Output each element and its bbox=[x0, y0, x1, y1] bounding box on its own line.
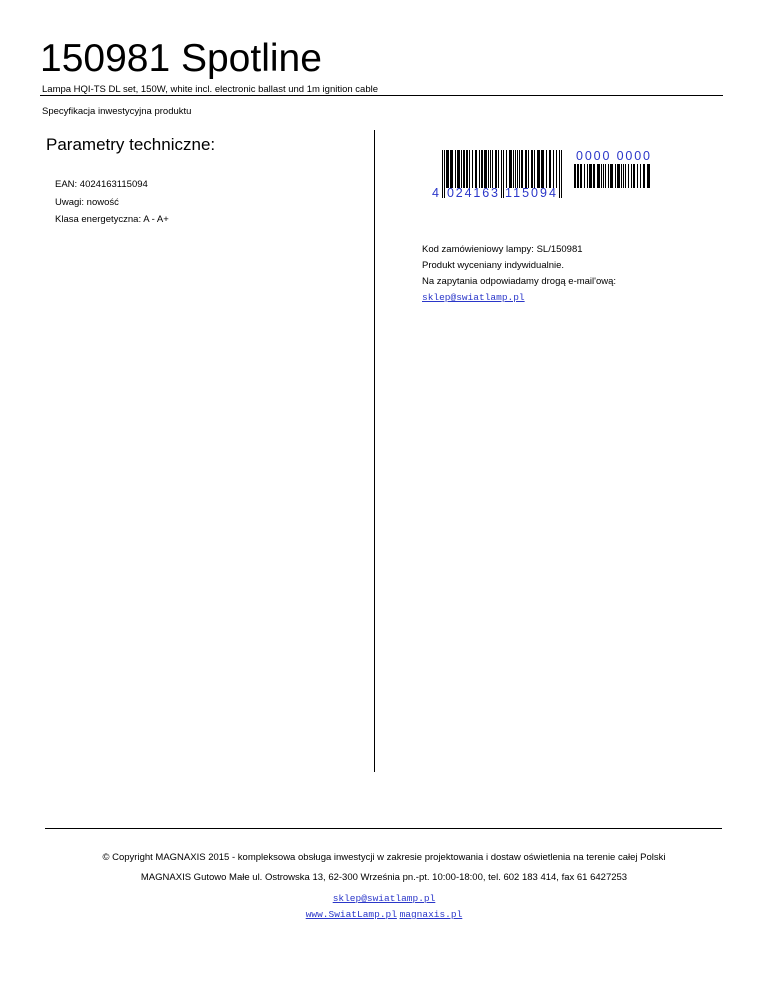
barcode-left-digit: 4 bbox=[432, 186, 439, 200]
order-inquiry: Na zapytania odpowiadamy drogą e-mail'ową: bbox=[422, 276, 617, 287]
product-subtitle: Lampa HQI-TS DL set, 150W, white incl. electronic ballast und 1m ignition cable bbox=[42, 84, 379, 95]
ean-barcode bbox=[432, 148, 658, 200]
barcode-bar bbox=[469, 150, 470, 188]
barcode-bar bbox=[515, 150, 516, 188]
param-uwagi: Uwagi: nowość bbox=[55, 197, 119, 208]
barcode-bar bbox=[444, 150, 445, 198]
footer-link-swiatlamp[interactable]: www.SwiatLamp.pl bbox=[305, 909, 397, 920]
barcode-group-2: 115094 bbox=[505, 186, 556, 200]
barcode-bar bbox=[461, 150, 462, 188]
barcode-bar bbox=[534, 150, 535, 188]
barcode-bar bbox=[597, 164, 600, 188]
barcode-bar bbox=[517, 150, 518, 188]
order-code: Kod zamówieniowy lampy: SL/150981 bbox=[422, 244, 583, 255]
barcode-bar bbox=[463, 150, 465, 188]
barcode-bar bbox=[601, 164, 602, 188]
barcode-bar bbox=[584, 164, 585, 188]
barcode-bar bbox=[580, 164, 582, 188]
barcode-bar bbox=[556, 150, 557, 188]
footer-divider bbox=[45, 828, 722, 829]
barcode-bar bbox=[503, 150, 504, 198]
barcode-bar bbox=[608, 164, 609, 188]
spec-label: Specyfikacja inwestycyjna produktu bbox=[42, 106, 192, 117]
barcode-bar bbox=[643, 164, 645, 188]
barcode-addon-digits: 0000 0000 bbox=[576, 149, 650, 163]
barcode-group-1: 024163 bbox=[447, 186, 498, 200]
barcode-bar bbox=[623, 164, 624, 188]
barcode-bar bbox=[603, 164, 604, 188]
footer-address: MAGNAXIS Gutowo Małe ul. Ostrowska 13, 62-300 Września pn.-pt. 10:00-18:00, tel. 602 183 414, fax 61 6427253 bbox=[140, 872, 628, 883]
product-title: 150981 Spotline bbox=[40, 37, 322, 80]
barcode-bar bbox=[621, 164, 622, 188]
barcode-bar bbox=[577, 164, 579, 188]
barcode-bar bbox=[484, 150, 487, 188]
footer-copyright: © Copyright MAGNAXIS 2015 - kompleksowa obsługa inwestycji w zakresie projektowania i dostaw oświetlenia na terenie całej Polski bbox=[102, 852, 666, 863]
barcode-bar bbox=[541, 150, 544, 188]
params-heading: Parametry techniczne: bbox=[46, 135, 216, 154]
barcode-bar bbox=[531, 150, 533, 188]
barcode-bar bbox=[631, 164, 632, 188]
barcode-bar bbox=[446, 150, 449, 188]
barcode-bar bbox=[513, 150, 514, 188]
barcode-bar bbox=[521, 150, 523, 188]
barcode-bar bbox=[546, 150, 547, 188]
barcode-bar bbox=[479, 150, 480, 188]
order-priced: Produkt wyceniany indywidualnie. bbox=[422, 260, 565, 271]
footer-email-link[interactable]: sklep@swiatlamp.pl bbox=[332, 893, 436, 904]
barcode-bar bbox=[574, 164, 576, 188]
barcode-bar bbox=[501, 150, 502, 198]
barcode-bar bbox=[587, 164, 588, 188]
param-ean: EAN: 4024163115094 bbox=[55, 179, 148, 190]
barcode-bar bbox=[553, 150, 554, 188]
column-divider bbox=[374, 130, 375, 772]
barcode-bar bbox=[561, 150, 562, 198]
barcode-bar bbox=[625, 164, 626, 188]
barcode-bar bbox=[559, 150, 560, 198]
barcode-bar bbox=[525, 150, 527, 188]
barcode-bar bbox=[615, 164, 616, 188]
barcode-bar bbox=[593, 164, 595, 188]
barcode-bar bbox=[605, 164, 606, 188]
order-email-link[interactable]: sklep@swiatlamp.pl bbox=[422, 292, 525, 303]
barcode-bar bbox=[466, 150, 468, 188]
barcode-bar bbox=[455, 150, 456, 188]
barcode-bar bbox=[640, 164, 641, 188]
barcode-bar bbox=[519, 150, 520, 188]
barcode-bar bbox=[442, 150, 443, 198]
barcode-bar bbox=[481, 150, 483, 188]
footer-link-magnaxis[interactable]: magnaxis.pl bbox=[399, 909, 463, 920]
barcode-bar bbox=[475, 150, 477, 188]
barcode-bar bbox=[537, 150, 540, 188]
barcode-bar bbox=[633, 164, 635, 188]
param-klasa: Klasa energetyczna: A - A+ bbox=[55, 214, 169, 225]
barcode-bar bbox=[492, 150, 493, 188]
barcode-bar bbox=[488, 150, 489, 188]
barcode-bar bbox=[495, 150, 497, 188]
barcode-bar bbox=[589, 164, 592, 188]
barcode-bar bbox=[549, 150, 551, 188]
header-divider bbox=[40, 95, 723, 96]
barcode-bar bbox=[472, 150, 473, 188]
barcode-bar bbox=[509, 150, 512, 188]
barcode-bar bbox=[450, 150, 453, 188]
barcode-bar bbox=[490, 150, 491, 188]
barcode-bar bbox=[610, 164, 613, 188]
barcode-bar bbox=[506, 150, 507, 188]
barcode-bar bbox=[457, 150, 460, 188]
barcode-bar bbox=[528, 150, 529, 188]
barcode-bar bbox=[617, 164, 620, 188]
barcode-bar bbox=[637, 164, 638, 188]
barcode-bar bbox=[498, 150, 499, 188]
barcode-bar bbox=[647, 164, 650, 188]
barcode-bar bbox=[628, 164, 629, 188]
